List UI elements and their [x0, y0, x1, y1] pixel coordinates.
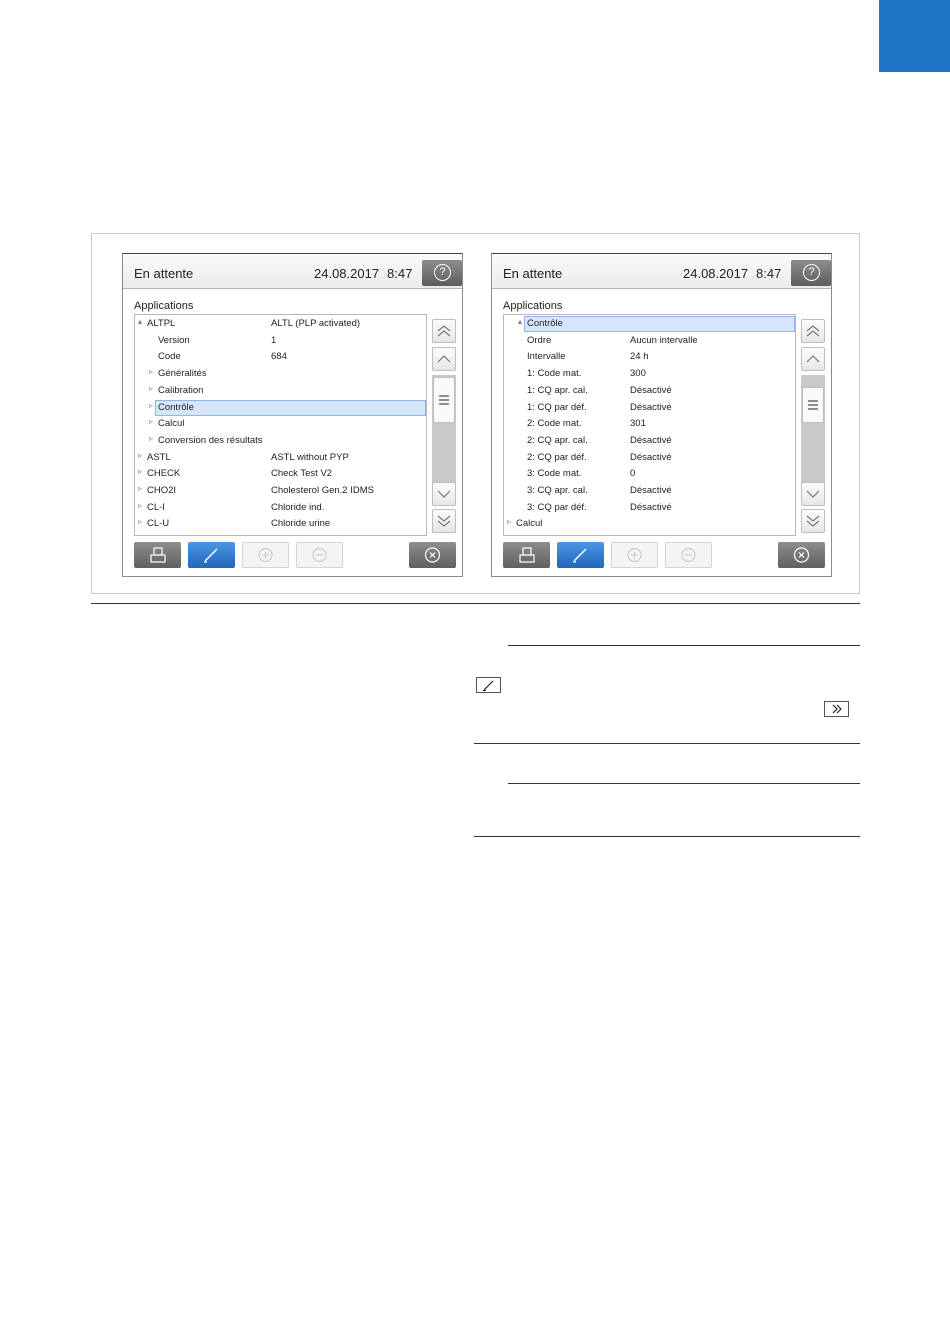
help-button[interactable] — [422, 260, 462, 286]
tree-row[interactable] — [135, 333, 426, 349]
page-up-button[interactable] — [801, 319, 825, 343]
tree-row[interactable] — [504, 333, 795, 349]
collapsed-arrow-icon[interactable]: ▹ — [149, 367, 154, 377]
tree-row[interactable] — [504, 466, 795, 482]
line-up-button[interactable] — [801, 347, 825, 371]
chapter-tab — [879, 0, 950, 72]
right-screen — [491, 253, 832, 577]
section-divider — [474, 743, 860, 744]
scrollbar[interactable] — [801, 319, 825, 533]
row-label: CHO2I — [147, 485, 177, 496]
expanded-arrow-icon[interactable]: ▴ — [138, 317, 143, 326]
row-value: 684 — [271, 351, 287, 363]
row-value: Aucun intervalle — [630, 334, 698, 346]
double-chevron-right-icon — [825, 702, 848, 716]
row-value: 1 — [271, 334, 277, 346]
row-label: 3: Code mat. — [527, 468, 582, 480]
row-label: Code — [158, 351, 181, 363]
row-label: CHECK — [147, 468, 181, 480]
row-label: Contrôle — [527, 318, 563, 329]
tree-row[interactable] — [135, 349, 426, 365]
row-value: Cholesterol Gen.2 IDMS — [271, 485, 374, 496]
row-value: 301 — [630, 418, 646, 430]
header-bar — [492, 254, 831, 289]
scroll-track[interactable] — [432, 375, 456, 487]
minus-icon — [297, 543, 342, 567]
plus-icon — [243, 543, 288, 567]
row-label: 1: Code mat. — [527, 368, 582, 380]
close-button[interactable] — [409, 542, 456, 568]
double-chevron-up-icon — [433, 320, 455, 342]
help-icon: ? — [434, 264, 451, 281]
tree-row[interactable] — [135, 366, 426, 382]
page-up-button[interactable] — [432, 319, 456, 343]
section-divider — [508, 783, 860, 784]
row-label: Ordre — [527, 334, 552, 346]
collapsed-arrow-icon[interactable]: ▹ — [138, 450, 143, 460]
row-value: 0 — [630, 468, 636, 480]
section-divider — [508, 645, 860, 646]
edit-button[interactable] — [557, 542, 604, 568]
header-bar — [123, 254, 462, 289]
tree-row[interactable] — [135, 416, 426, 432]
row-value: ALTL (PLP activated) — [271, 318, 361, 329]
status-text: En attente — [503, 266, 563, 281]
page-down-button[interactable] — [801, 509, 825, 533]
tree-row[interactable] — [135, 400, 426, 416]
collapsed-arrow-icon[interactable]: ▹ — [149, 433, 154, 443]
double-chevron-down-icon — [433, 510, 455, 532]
left-screen — [122, 253, 463, 577]
row-label: 2: Code mat. — [527, 418, 582, 430]
print-icon — [503, 542, 550, 568]
page-down-button[interactable] — [432, 509, 456, 533]
tree-row[interactable] — [135, 483, 426, 499]
row-label: 1: CQ par déf. — [527, 401, 587, 413]
tree-row[interactable] — [135, 316, 426, 332]
row-value: Désactivé — [630, 401, 672, 413]
collapsed-arrow-icon[interactable]: ▹ — [149, 417, 154, 427]
section-title: Applications — [503, 300, 563, 312]
double-chevron-up-icon — [802, 320, 824, 342]
time-text: 8:47 — [756, 266, 782, 281]
row-value: Chloride ind. — [271, 501, 325, 513]
row-label: ASTL — [147, 451, 171, 463]
print-button[interactable] — [134, 542, 181, 568]
line-down-button[interactable] — [801, 482, 825, 506]
edit-button[interactable] — [188, 542, 235, 568]
application-tree — [134, 314, 427, 536]
row-label: Généralités — [158, 368, 207, 380]
row-label: Intervalle — [527, 351, 566, 363]
row-label: Contrôle — [158, 401, 194, 413]
collapsed-arrow-icon[interactable]: ▹ — [138, 484, 143, 493]
date-text: 24.08.2017 — [314, 266, 380, 281]
scroll-thumb-icon — [434, 378, 454, 422]
row-value: ASTL without PYP — [271, 451, 349, 463]
tree-row[interactable] — [135, 433, 426, 449]
close-icon — [778, 542, 825, 568]
remove-button[interactable] — [296, 542, 343, 568]
scroll-thumb-icon — [803, 388, 823, 422]
scroll-thumb[interactable] — [802, 387, 824, 423]
print-button[interactable] — [503, 542, 550, 568]
row-label: 2: CQ par déf. — [527, 451, 587, 463]
remove-button[interactable] — [665, 542, 712, 568]
scroll-thumb[interactable] — [433, 377, 455, 423]
date-text: 24.08.2017 — [683, 266, 749, 281]
button-bar — [123, 540, 462, 576]
tree-row[interactable] — [504, 516, 795, 532]
row-value: Désactivé — [630, 501, 672, 513]
tree-row[interactable] — [504, 483, 795, 499]
row-label: ALTPL — [147, 318, 176, 329]
tree-row[interactable] — [504, 383, 795, 399]
row-label: Version — [158, 334, 190, 346]
next-page-reference — [824, 701, 849, 717]
chevron-down-icon — [433, 483, 455, 505]
line-down-button[interactable] — [432, 482, 456, 506]
tree-row[interactable] — [504, 366, 795, 382]
chevron-down-icon — [802, 483, 824, 505]
close-icon — [409, 542, 456, 568]
plus-icon — [612, 543, 657, 567]
row-label: Conversion des résultats — [158, 434, 263, 446]
tree-row[interactable] — [504, 349, 795, 365]
row-value: 24 h — [630, 351, 649, 363]
row-label: 1: CQ apr. cal. — [527, 384, 588, 396]
tree-row[interactable] — [135, 466, 426, 482]
collapsed-arrow-icon[interactable]: ▹ — [507, 517, 512, 527]
line-up-button[interactable] — [432, 347, 456, 371]
minus-icon — [666, 543, 711, 567]
application-tree — [503, 314, 796, 536]
tree-row[interactable] — [504, 316, 795, 332]
time-text: 8:47 — [387, 266, 413, 281]
tree-row[interactable] — [135, 383, 426, 399]
tree-row[interactable] — [135, 516, 426, 532]
collapsed-arrow-icon[interactable]: ▹ — [138, 517, 143, 527]
row-value: Désactivé — [630, 451, 672, 463]
tree-row[interactable] — [504, 400, 795, 416]
row-label: 3: CQ par déf. — [527, 501, 587, 513]
chevron-up-icon — [802, 348, 824, 370]
row-value: Désactivé — [630, 384, 672, 396]
pencil-icon — [188, 542, 235, 568]
pencil-icon — [477, 678, 500, 692]
collapsed-arrow-icon[interactable]: ▹ — [149, 400, 154, 410]
add-button[interactable] — [242, 542, 289, 568]
tree-row[interactable] — [504, 450, 795, 466]
selection-highlight — [524, 316, 795, 332]
figure-divider — [91, 603, 860, 604]
edit-icon-reference — [476, 677, 501, 693]
close-button[interactable] — [778, 542, 825, 568]
row-label: Calibration — [158, 384, 204, 396]
section-divider — [474, 836, 860, 837]
row-label: CL-U — [147, 518, 170, 530]
pencil-icon — [557, 542, 604, 568]
help-button[interactable] — [791, 260, 831, 286]
help-icon: ? — [803, 264, 820, 281]
row-value: Désactivé — [630, 485, 672, 496]
collapsed-arrow-icon[interactable]: ▹ — [149, 383, 154, 393]
tree-row[interactable] — [504, 500, 795, 516]
row-value: Désactivé — [630, 434, 672, 446]
button-bar — [492, 540, 831, 576]
expanded-arrow-icon[interactable]: ▴ — [518, 317, 523, 326]
tree-row[interactable] — [504, 433, 795, 449]
row-value: Chloride urine — [271, 518, 331, 530]
selection-highlight — [155, 400, 426, 416]
tree-row[interactable] — [504, 416, 795, 432]
row-value: 300 — [630, 368, 646, 380]
status-text: En attente — [134, 266, 194, 281]
row-label: 3: CQ apr. cal. — [527, 485, 588, 496]
chevron-up-icon — [433, 348, 455, 370]
add-button[interactable] — [611, 542, 658, 568]
tree-row[interactable] — [135, 450, 426, 466]
row-label: Calcul — [516, 518, 543, 530]
section-title: Applications — [134, 300, 194, 312]
print-icon — [134, 542, 181, 568]
scroll-track[interactable] — [801, 375, 825, 487]
collapsed-arrow-icon[interactable]: ▹ — [138, 500, 143, 510]
collapsed-arrow-icon[interactable]: ▹ — [138, 467, 143, 477]
row-label: CL-I — [147, 501, 165, 513]
row-label: Calcul — [158, 418, 185, 430]
tree-row[interactable] — [135, 500, 426, 516]
row-value: Check Test V2 — [271, 468, 333, 480]
scrollbar[interactable] — [432, 319, 456, 533]
row-label: 2: CQ apr. cal. — [527, 434, 588, 446]
double-chevron-down-icon — [802, 510, 824, 532]
